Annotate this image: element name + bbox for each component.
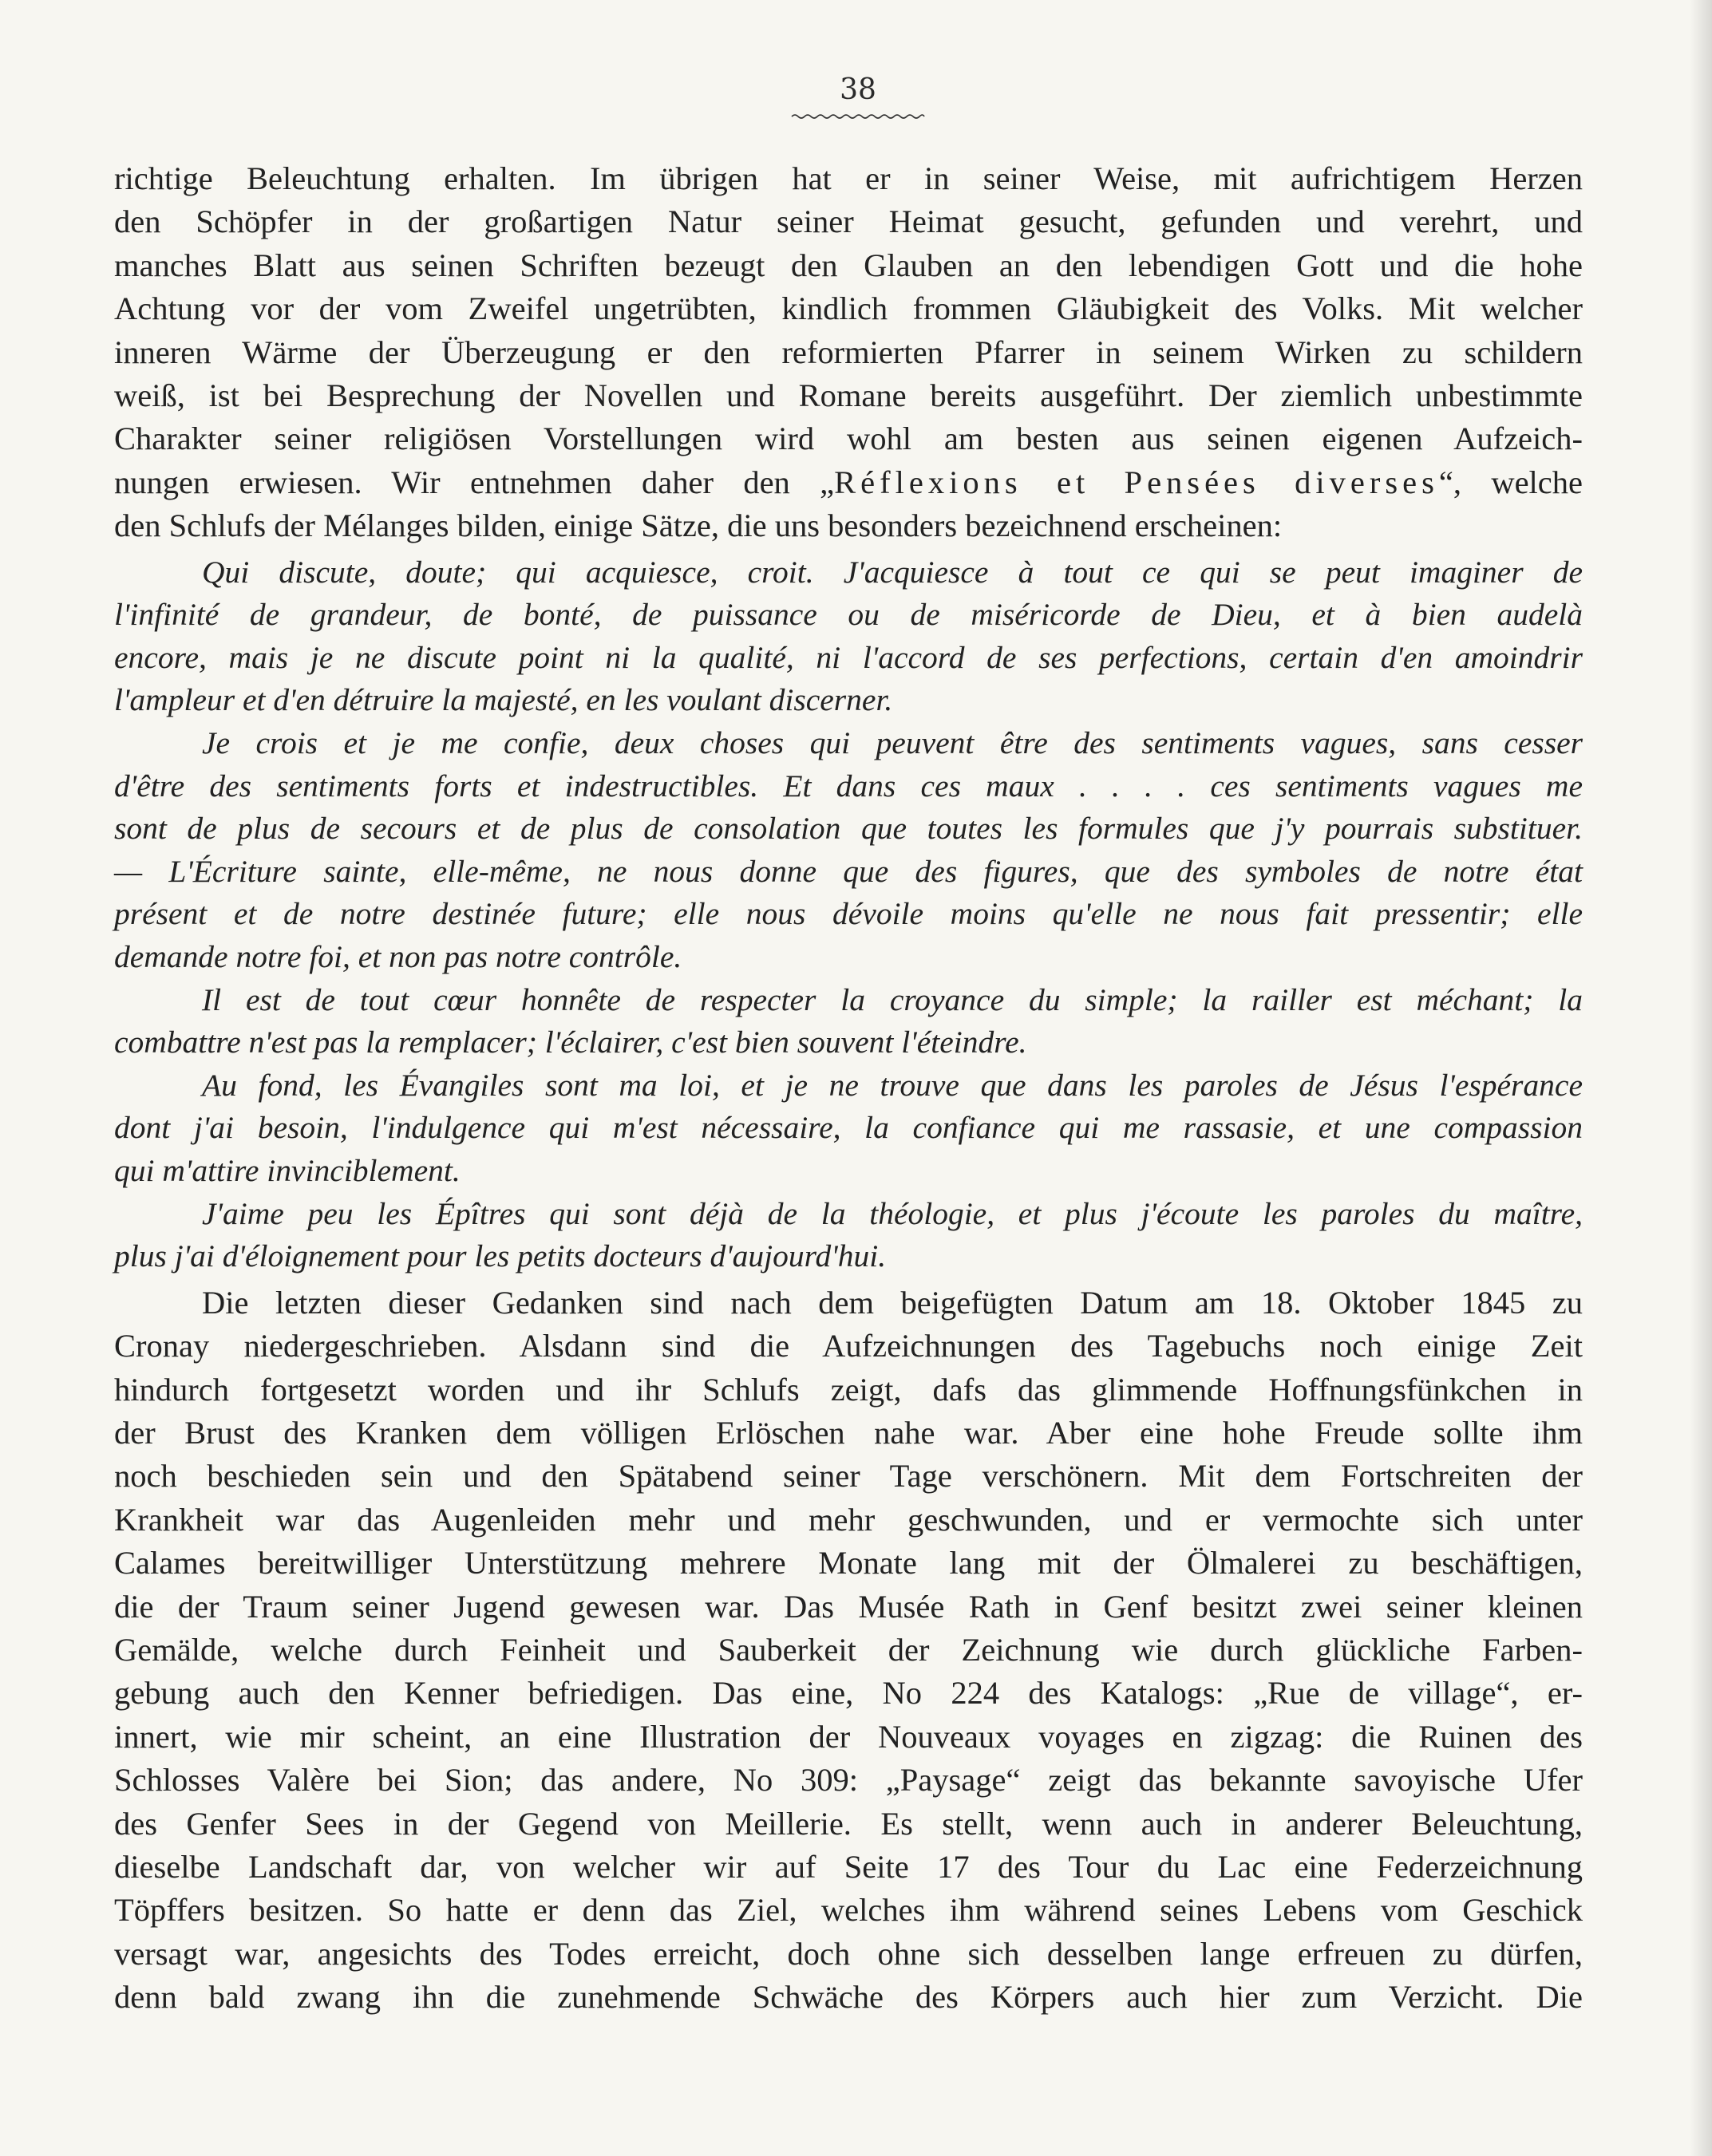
text-line: Cronay niedergeschrieben. Alsdann sind die Aufzeichnungen des Tagebuchs noch einige Zeit	[114, 1328, 1583, 1364]
text-line: den Schöpfer in der großartigen Natur seiner Heimat gesucht, gefunden und verehrt, und	[114, 203, 1583, 240]
text-line: noch beschieden sein und den Spätabend seiner Tage verschönern. Mit dem Fortschreiten der	[114, 1458, 1583, 1495]
text-line: Schlosses Valère bei Sion; das andere, No 309: „Paysage“ zeigt das bekannte savoyische Ufer	[114, 1762, 1583, 1799]
text-line: die der Traum seiner Jugend gewesen war. Das Musée Rath in Genf besitzt zwei seiner kleinen	[114, 1588, 1583, 1625]
quote-block-5	[114, 1193, 1583, 1278]
quote-block-3	[114, 979, 1583, 1064]
text-line: Die letzten dieser Gedanken sind nach dem beigefügten Datum am 18. Oktober 1845 zu	[202, 1284, 1583, 1321]
text-line: der Brust des Kranken dem völligen Erlöschen nahe war. Aber eine hohe Freude sollte ihm	[114, 1414, 1583, 1451]
quote-line: présent et de notre destinée future; elle nous dévoile moins qu'elle ne nous fait pressentir; elle	[114, 896, 1583, 932]
quote-line: dont j'ai besoin, l'indulgence qui m'est nécessaire, la confiance qui me rassasie, et une compassion	[114, 1110, 1583, 1146]
page-body	[114, 157, 1583, 2020]
quote-line: combattre n'est pas la remplacer; l'éclairer, c'est bien souvent l'éteindre.	[114, 1025, 1027, 1060]
quote-line: demande notre foi, et non pas notre contrôle.	[114, 939, 682, 974]
text-line: Achtung vor der vom Zweifel ungetrübten, kindlich frommen Gläubigkeit des Volks. Mit welcher	[114, 290, 1583, 327]
text-line: des Genfer Sees in der Gegend von Meillerie. Es stellt, wenn auch in anderer Beleuchtung,	[114, 1805, 1583, 1842]
text-line	[114, 461, 1583, 504]
text-line: versagt war, angesichts des Todes erreicht, doch ohne sich desselben lange erfreuen zu dürfen,	[114, 1935, 1583, 1972]
quote-line: l'ampleur et d'en détruire la majesté, en les voulant discerner.	[114, 682, 893, 718]
ornamental-rule	[790, 113, 926, 120]
quote-line: qui m'attire invinciblement.	[114, 1152, 461, 1188]
text-line: Calames bereitwilliger Unterstützung mehrere Monate lang mit der Ölmalerei zu beschäftigen,	[114, 1545, 1583, 1581]
text-line: richtige Beleuchtung erhalten. Im übrigen hat er in seiner Weise, mit aufrichtigem Herzen	[114, 160, 1583, 196]
page-edge-shadow	[1690, 0, 1712, 2156]
page-number: 38	[840, 73, 876, 106]
text-line: Charakter seiner religiösen Vorstellungen wird wohl am besten aus seinen eigenen Aufzeich-	[114, 421, 1583, 457]
quote-line: plus j'ai d'éloignement pour les petits docteurs d'aujourd'hui.	[114, 1238, 887, 1274]
quote-line: Au fond, les Évangiles sont ma loi, et je ne trouve que dans les paroles de Jésus l'espérance	[202, 1067, 1583, 1103]
text-line: Töpffers besitzen. So hatte er denn das Ziel, welches ihm während seines Lebens vom Geschick	[114, 1892, 1583, 1929]
text-line: manches Blatt aus seinen Schriften bezeugt den Glauben an den lebendigen Gott und die hohe	[114, 247, 1583, 283]
quote-line: J'aime peu les Épîtres qui sont déjà de la théologie, et plus j'écoute les paroles du maître,	[202, 1195, 1583, 1231]
text-line: inneren Wärme der Überzeugung er den reformierten Pfarrer in seinem Wirken zu schildern	[114, 334, 1583, 370]
text-line: gebung auch den Kenner befriedigen. Das eine, No 224 des Katalogs: „Rue de village“, er-	[114, 1675, 1583, 1712]
text-line: dieselbe Landschaft dar, von welcher wir auf Seite 17 des Tour du Lac eine Federzeichnung	[114, 1849, 1583, 1886]
book-title-spaced: Réflexions et Pensées diverses	[834, 464, 1439, 500]
quote-line: sont de plus de secours et de plus de consolation que toutes les formules que j'y pourrais substituer.	[114, 811, 1583, 847]
text-line: Krankheit war das Augenleiden mehr und mehr geschwunden, und er vermochte sich unter	[114, 1501, 1583, 1538]
paragraph-intro	[114, 157, 1583, 548]
quote-block-2	[114, 722, 1583, 979]
text-line: hindurch fortgesetzt worden und ihr Schlufs zeigt, dafs das glimmende Hoffnungsfünkchen in	[114, 1371, 1583, 1408]
text-line: denn bald zwang ihn die zunehmende Schwäche des Körpers auch hier zum Verzicht. Die	[114, 1979, 1583, 2016]
paragraph-closing	[114, 1281, 1583, 2020]
quote-line: l'infinité de grandeur, de bonté, de puissance ou de miséricorde de Dieu, et à bien audelà	[114, 597, 1583, 633]
text-line: innert, wie mir scheint, an eine Illustration der Nouveaux voyages en zigzag: die Ruinen des	[114, 1718, 1583, 1755]
page-header	[782, 73, 934, 120]
text-segment: “, welche	[1438, 464, 1583, 500]
quote-line: Qui discute, doute; qui acquiesce, croit. J'acquiesce à tout ce qui se peut imaginer de	[202, 554, 1583, 590]
text-line: Gemälde, welche durch Feinheit und Sauberkeit der Zeichnung wie durch glückliche Farben-	[114, 1632, 1583, 1668]
quote-line: d'être des sentiments forts et indestructibles. Et dans ces maux . . . . ces sentiments vagues me	[114, 768, 1583, 804]
text-line: den Schlufs der Mélanges bilden, einige Sätze, die uns besonders bezeichnend erscheinen:	[114, 507, 1283, 544]
text-line: weiß, ist bei Besprechung der Novellen und Romane bereits ausgeführt. Der ziemlich unbestimmte	[114, 377, 1583, 414]
quote-line: Je crois et je me confie, deux choses qui peuvent être des sentiments vagues, sans cesser	[202, 725, 1583, 761]
text-segment: nungen erwiesen. Wir entnehmen daher den „	[114, 464, 835, 500]
quote-line: encore, mais je ne discute point ni la qualité, ni l'accord de ses perfections, certain d'en amoindrir	[114, 639, 1583, 675]
quote-line: — L'Écriture sainte, elle-même, ne nous donne que des figures, que des symboles de notre état	[114, 853, 1583, 889]
quote-block-1	[114, 551, 1583, 722]
quote-block-4	[114, 1064, 1583, 1193]
quote-line: Il est de tout cœur honnête de respecter la croyance du simple; la railler est méchant; la	[202, 981, 1583, 1017]
